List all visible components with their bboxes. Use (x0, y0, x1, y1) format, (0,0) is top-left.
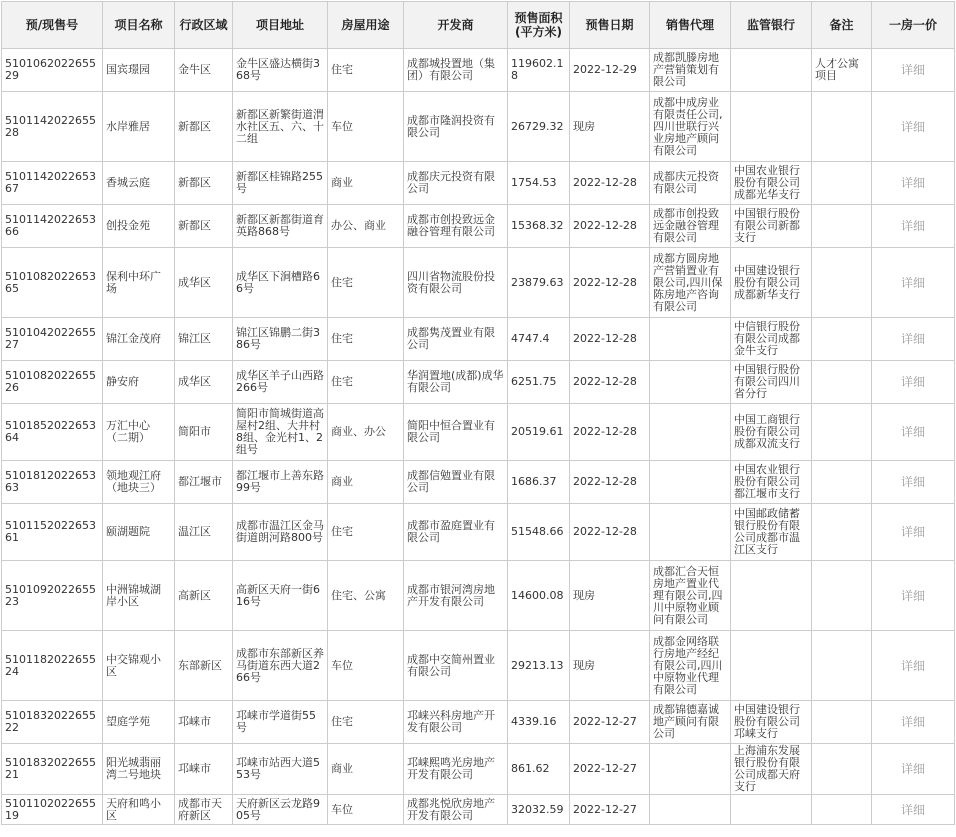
cell-date: 2022-12-28 (570, 504, 650, 561)
cell-district: 金牛区 (175, 49, 233, 92)
cell-date: 2022-12-28 (570, 461, 650, 504)
cell-developer: 成都市隆润投资有限公司 (404, 92, 508, 162)
cell-price-detail (872, 361, 955, 404)
cell-presale-no: 510108202265365 (2, 248, 103, 318)
table-row (2, 631, 955, 701)
cell-presale-no: 510109202265523 (2, 561, 103, 631)
cell-agent (650, 404, 731, 461)
col-header-area: 预售面积 (平方米) (508, 2, 570, 49)
cell-developer: 简阳中恒合置业有限公司 (404, 404, 508, 461)
cell-agent (650, 461, 731, 504)
cell-area: 4339.16 (508, 701, 570, 744)
detail-link[interactable]: 详细 (900, 802, 925, 817)
cell-project-name: 中交锦观小区 (103, 631, 175, 701)
cell-address: 都江堰市上善东路99号 (233, 461, 328, 504)
cell-remark (812, 318, 872, 361)
presale-table (1, 1, 955, 825)
cell-agent (650, 795, 731, 825)
table-row (2, 205, 955, 248)
cell-district: 都江堰市 (175, 461, 233, 504)
cell-remark (812, 205, 872, 248)
cell-area: 6251.75 (508, 361, 570, 404)
cell-bank (731, 561, 812, 631)
cell-presale-no: 510118202265524 (2, 631, 103, 701)
cell-address: 成都市温江区金马街道朗河路800号 (233, 504, 328, 561)
cell-area: 26729.32 (508, 92, 570, 162)
cell-area: 29213.13 (508, 631, 570, 701)
cell-agent: 成都市创投致远金融谷管理有限公司 (650, 205, 731, 248)
cell-usage: 住宅 (328, 701, 404, 744)
cell-area: 4747.4 (508, 318, 570, 361)
cell-usage: 车位 (328, 631, 404, 701)
cell-district: 成华区 (175, 248, 233, 318)
cell-bank: 中国建设银行股份有限公司成都新华支行 (731, 248, 812, 318)
cell-developer: 成都庆元投资有限公司 (404, 162, 508, 205)
col-header-remark: 备注 (812, 2, 872, 49)
table-row (2, 461, 955, 504)
cell-price-detail (872, 631, 955, 701)
detail-link[interactable]: 详细 (900, 762, 925, 776)
detail-link[interactable]: 详细 (900, 275, 925, 290)
cell-remark (812, 561, 872, 631)
cell-remark (812, 92, 872, 162)
cell-remark (812, 404, 872, 461)
detail-link[interactable]: 详细 (900, 425, 925, 439)
cell-presale-no: 510114202265367 (2, 162, 103, 205)
table-row (2, 561, 955, 631)
cell-district: 东部新区 (175, 631, 233, 701)
cell-usage: 住宅 (328, 361, 404, 404)
cell-price-detail (872, 795, 955, 825)
cell-district: 新都区 (175, 205, 233, 248)
col-header-bank: 监管银行 (731, 2, 812, 49)
cell-usage: 车位 (328, 795, 404, 825)
cell-bank (731, 795, 812, 825)
cell-address: 邛崃市站西大道553号 (233, 744, 328, 795)
cell-bank: 上海浦东发展银行股份有限公司成都天府支行 (731, 744, 812, 795)
cell-presale-no: 510114202265528 (2, 92, 103, 162)
cell-remark (812, 361, 872, 404)
cell-developer: 成都市银河湾房地产开发有限公司 (404, 561, 508, 631)
cell-usage: 商业 (328, 162, 404, 205)
cell-presale-no: 510181202265363 (2, 461, 103, 504)
col-header-presale-no: 预/现售号 (2, 2, 103, 49)
cell-bank: 中国邮政储蓄银行股份有限公司成都市温江区支行 (731, 504, 812, 561)
cell-date: 2022-12-29 (570, 49, 650, 92)
cell-remark (812, 795, 872, 825)
cell-usage: 住宅、公寓 (328, 561, 404, 631)
cell-remark (812, 631, 872, 701)
cell-presale-no: 510108202265526 (2, 361, 103, 404)
cell-date: 2022-12-27 (570, 744, 650, 795)
cell-project-name: 万汇中心（二期） (103, 404, 175, 461)
cell-area: 20519.61 (508, 404, 570, 461)
table-row (2, 318, 955, 361)
cell-district: 新都区 (175, 92, 233, 162)
cell-usage: 住宅 (328, 318, 404, 361)
detail-link[interactable]: 详细 (900, 332, 925, 346)
cell-date: 2022-12-28 (570, 205, 650, 248)
table-row (2, 504, 955, 561)
cell-usage: 商业 (328, 461, 404, 504)
cell-bank: 中国银行股份有限公司四川省分行 (731, 361, 812, 404)
cell-area: 861.62 (508, 744, 570, 795)
cell-project-name: 锦江金茂府 (103, 318, 175, 361)
cell-project-name: 天府和鸣小区 (103, 795, 175, 825)
cell-remark (812, 744, 872, 795)
cell-usage: 商业、办公 (328, 404, 404, 461)
cell-presale-no: 510183202265522 (2, 701, 103, 744)
cell-date: 现房 (570, 561, 650, 631)
cell-developer: 成都城投置地（集团）有限公司 (404, 49, 508, 92)
cell-remark (812, 162, 872, 205)
cell-area: 51548.66 (508, 504, 570, 561)
cell-bank: 中国农业银行股份有限公司都江堰市支行 (731, 461, 812, 504)
cell-presale-no: 510185202265364 (2, 404, 103, 461)
cell-area: 1686.37 (508, 461, 570, 504)
cell-developer: 成都兆悦欣房地产开发有限公司 (404, 795, 508, 825)
cell-address: 金牛区盛达横街368号 (233, 49, 328, 92)
cell-bank: 中国银行股份有限公司新都支行 (731, 205, 812, 248)
cell-district: 新都区 (175, 162, 233, 205)
cell-district: 高新区 (175, 561, 233, 631)
cell-agent (650, 504, 731, 561)
cell-price-detail (872, 162, 955, 205)
cell-agent: 成都庆元投资有限公司 (650, 162, 731, 205)
cell-project-name: 保利中环广场 (103, 248, 175, 318)
cell-project-name: 国宾璟园 (103, 49, 175, 92)
detail-link[interactable]: 详细 (900, 219, 925, 233)
cell-agent (650, 361, 731, 404)
cell-address: 邛崃市学道街55号 (233, 701, 328, 744)
cell-bank: 中国工商银行股份有限公司成都双流支行 (731, 404, 812, 461)
detail-link[interactable]: 详细 (900, 119, 925, 134)
cell-agent: 成都金网络联行房地产经纪有限公司,四川中原物业代理有限公司 (650, 631, 731, 701)
cell-area: 14600.08 (508, 561, 570, 631)
col-header-price: 一房一价 (872, 2, 955, 49)
table-row (2, 404, 955, 461)
cell-usage: 住宅 (328, 504, 404, 561)
cell-project-name: 望庭学苑 (103, 701, 175, 744)
cell-price-detail (872, 248, 955, 318)
detail-link[interactable]: 详细 (900, 475, 925, 489)
cell-remark (812, 248, 872, 318)
cell-date: 2022-12-28 (570, 162, 650, 205)
cell-presale-no: 510115202265361 (2, 504, 103, 561)
detail-link[interactable]: 详细 (900, 715, 925, 729)
cell-price-detail (872, 744, 955, 795)
cell-district: 成都市天府新区 (175, 795, 233, 825)
cell-bank: 中信银行股份有限公司成都金牛支行 (731, 318, 812, 361)
col-header-usage: 房屋用途 (328, 2, 404, 49)
cell-remark (812, 461, 872, 504)
cell-usage: 住宅 (328, 248, 404, 318)
cell-district: 邛崃市 (175, 701, 233, 744)
table-row (2, 744, 955, 795)
cell-developer: 邛崃兴科房地产开发有限公司 (404, 701, 508, 744)
cell-price-detail (872, 92, 955, 162)
cell-bank: 中国建设银行股份有限公司邛崃支行 (731, 701, 812, 744)
detail-link[interactable]: 详细 (900, 63, 925, 77)
detail-link[interactable]: 详细 (900, 375, 925, 389)
cell-area: 15368.32 (508, 205, 570, 248)
cell-project-name: 静安府 (103, 361, 175, 404)
detail-link[interactable]: 详细 (900, 176, 925, 190)
cell-presale-no: 510114202265366 (2, 205, 103, 248)
cell-remark: 人才公寓项目 (812, 49, 872, 92)
cell-developer: 华润置地(成都)成华有限公司 (404, 361, 508, 404)
cell-address: 新都区新繁街道渭水社区五、六、十二组 (233, 92, 328, 162)
col-header-agent: 销售代理 (650, 2, 731, 49)
cell-developer: 邛崃熙鸣光房地产开发有限公司 (404, 744, 508, 795)
cell-area: 23879.63 (508, 248, 570, 318)
cell-date: 2022-12-28 (570, 318, 650, 361)
cell-project-name: 颐湖题院 (103, 504, 175, 561)
cell-area: 119602.18 (508, 49, 570, 92)
cell-usage: 住宅 (328, 49, 404, 92)
cell-agent: 成都凯滕房地产营销策划有限公司 (650, 49, 731, 92)
cell-presale-no: 510106202265529 (2, 49, 103, 92)
cell-address: 简阳市简城街道高屋村2组、大井村8组、金光村1、2组号 (233, 404, 328, 461)
cell-usage: 车位 (328, 92, 404, 162)
cell-remark (812, 504, 872, 561)
cell-address: 天府新区云龙路905号 (233, 795, 328, 825)
cell-district: 锦江区 (175, 318, 233, 361)
cell-usage: 商业 (328, 744, 404, 795)
cell-date: 2022-12-28 (570, 361, 650, 404)
cell-date: 2022-12-27 (570, 795, 650, 825)
cell-date: 现房 (570, 631, 650, 701)
table-body (2, 49, 955, 825)
cell-remark (812, 701, 872, 744)
cell-developer: 成都中交简州置业有限公司 (404, 631, 508, 701)
cell-date: 现房 (570, 92, 650, 162)
cell-price-detail (872, 318, 955, 361)
cell-price-detail (872, 461, 955, 504)
table-row (2, 49, 955, 92)
cell-presale-no: 510183202265521 (2, 744, 103, 795)
cell-project-name: 水岸雅居 (103, 92, 175, 162)
cell-bank: 中国农业银行股份有限公司成都光华支行 (731, 162, 812, 205)
cell-price-detail (872, 205, 955, 248)
cell-agent: 成都方圆房地产营销置业有限公司,四川保陈房地产咨询有限公司 (650, 248, 731, 318)
cell-district: 简阳市 (175, 404, 233, 461)
cell-bank (731, 631, 812, 701)
table-row (2, 92, 955, 162)
cell-date: 2022-12-28 (570, 404, 650, 461)
cell-address: 新都区新都街道育英路868号 (233, 205, 328, 248)
detail-link[interactable]: 详细 (900, 588, 925, 603)
cell-developer: 四川省物流股份投资有限公司 (404, 248, 508, 318)
cell-address: 新都区桂锦路255号 (233, 162, 328, 205)
cell-district: 温江区 (175, 504, 233, 561)
table-row (2, 361, 955, 404)
col-header-date: 预售日期 (570, 2, 650, 49)
cell-agent: 成都中成房业有限责任公司,四川世联行兴业房地产顾问有限公司 (650, 92, 731, 162)
cell-price-detail (872, 504, 955, 561)
cell-bank (731, 49, 812, 92)
cell-date: 2022-12-28 (570, 248, 650, 318)
cell-developer: 成都市创投致远金融谷管理有限公司 (404, 205, 508, 248)
table-header-row (2, 2, 955, 49)
cell-bank (731, 92, 812, 162)
cell-district: 邛崃市 (175, 744, 233, 795)
table-row (2, 701, 955, 744)
table-row (2, 248, 955, 318)
col-header-district: 行政区域 (175, 2, 233, 49)
cell-project-name: 创投金苑 (103, 205, 175, 248)
col-header-project-name: 项目名称 (103, 2, 175, 49)
col-header-developer: 开发商 (404, 2, 508, 49)
detail-link[interactable]: 详细 (900, 525, 925, 539)
cell-price-detail (872, 561, 955, 631)
cell-area: 32032.59 (508, 795, 570, 825)
cell-date: 2022-12-27 (570, 701, 650, 744)
cell-developer: 成都隽茂置业有限公司 (404, 318, 508, 361)
cell-project-name: 领地观江府（地块三） (103, 461, 175, 504)
cell-developer: 成都市盈庭置业有限公司 (404, 504, 508, 561)
cell-address: 锦江区锦鹏二街386号 (233, 318, 328, 361)
cell-area: 1754.53 (508, 162, 570, 205)
cell-address: 成华区下涧槽路66号 (233, 248, 328, 318)
cell-agent: 成都锦德嘉诚地产顾问有限公司 (650, 701, 731, 744)
cell-presale-no: 510104202265527 (2, 318, 103, 361)
cell-agent (650, 318, 731, 361)
cell-address: 成都市东部新区养马街道东西大道266号 (233, 631, 328, 701)
cell-address: 成华区羊子山西路266号 (233, 361, 328, 404)
cell-price-detail (872, 49, 955, 92)
detail-link[interactable]: 详细 (900, 658, 925, 673)
table-row (2, 162, 955, 205)
col-header-address: 项目地址 (233, 2, 328, 49)
cell-price-detail (872, 404, 955, 461)
table-row (2, 795, 955, 825)
cell-agent: 成都汇合天恒房地产置业代理有限公司,四川中原物业顾问有限公司 (650, 561, 731, 631)
cell-address: 高新区天府一街616号 (233, 561, 328, 631)
cell-project-name: 中洲锦城湖岸小区 (103, 561, 175, 631)
cell-agent (650, 744, 731, 795)
cell-project-name: 香城云庭 (103, 162, 175, 205)
cell-price-detail (872, 701, 955, 744)
cell-usage: 办公、商业 (328, 205, 404, 248)
cell-developer: 成都信勉置业有限公司 (404, 461, 508, 504)
cell-district: 成华区 (175, 361, 233, 404)
cell-project-name: 阳光城翡丽湾二号地块 (103, 744, 175, 795)
cell-presale-no: 510110202265519 (2, 795, 103, 825)
